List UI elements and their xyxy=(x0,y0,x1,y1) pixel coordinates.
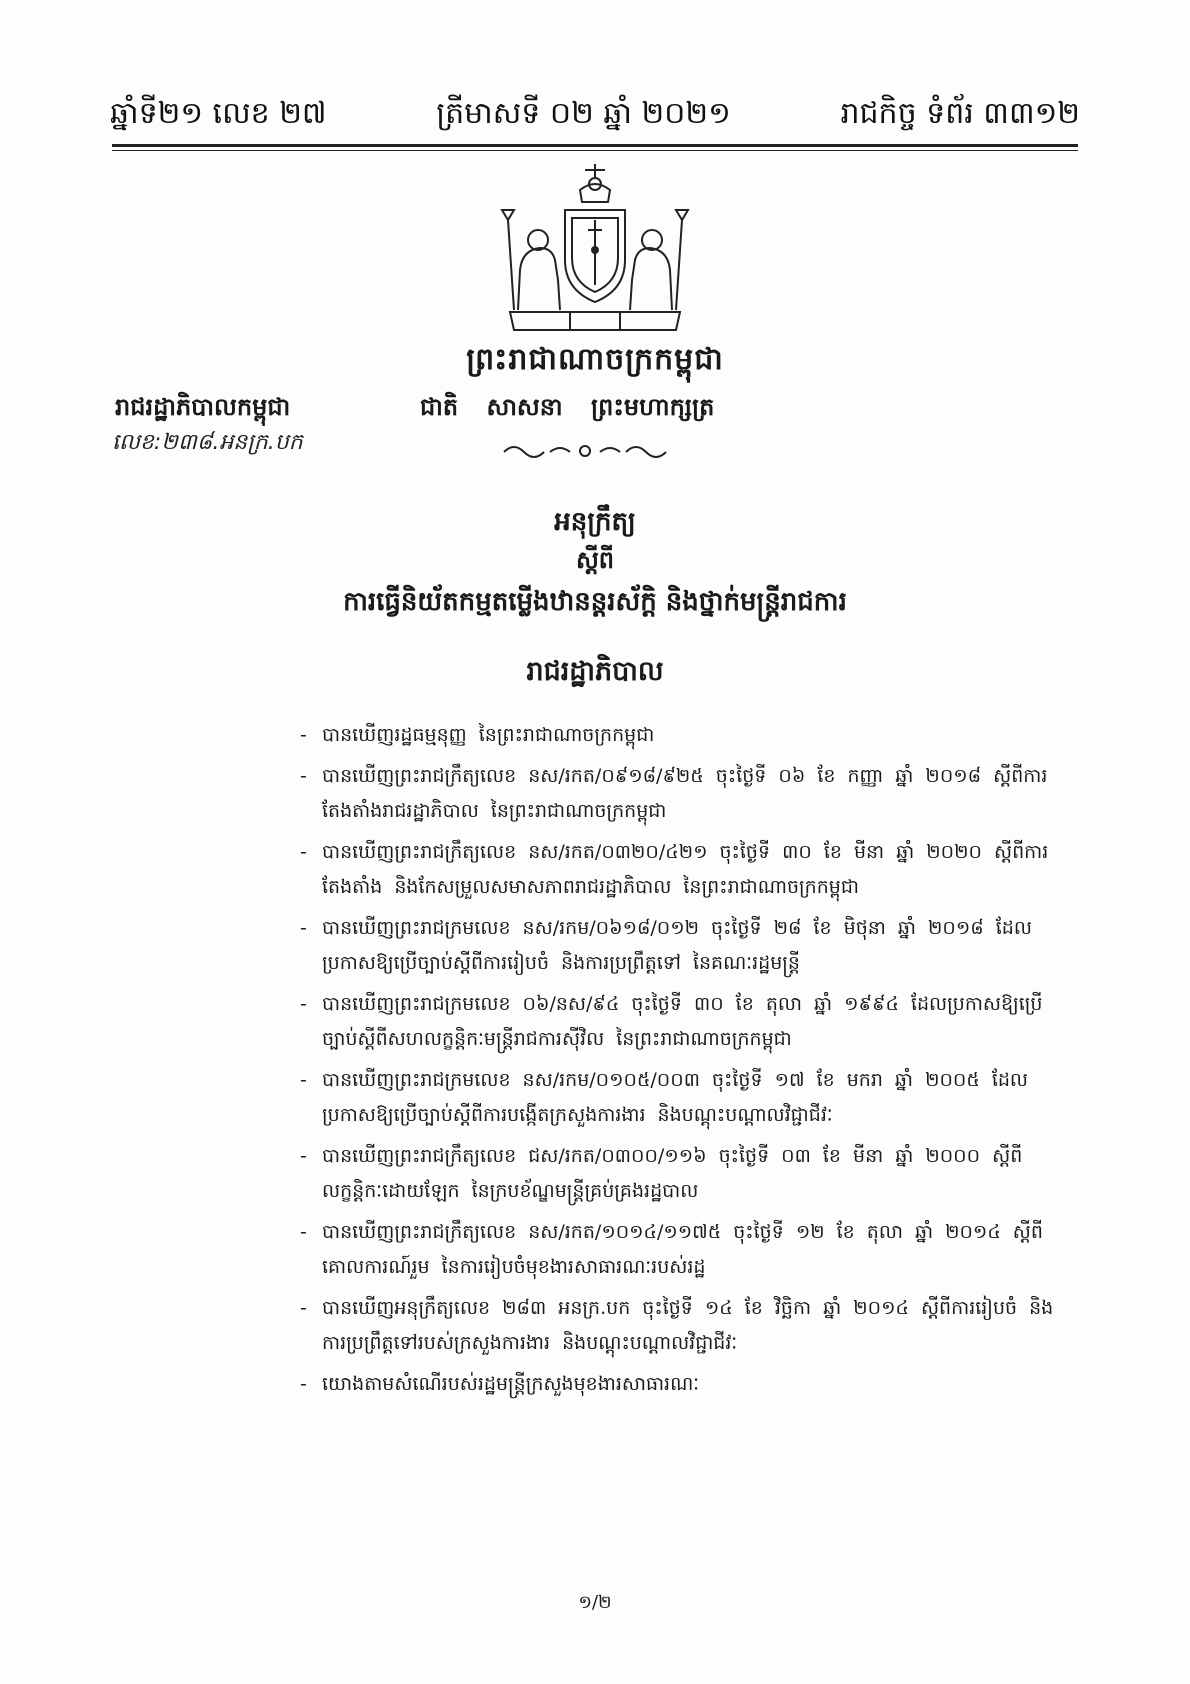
gazette-issue: ឆ្នាំទី២១ លេខ ២៧ xyxy=(110,96,327,131)
royal-coat-of-arms-icon xyxy=(500,160,690,335)
gazette-header xyxy=(110,86,1080,146)
document-type: អនុក្រឹត្យ xyxy=(554,507,636,537)
preamble-item: - បានឃើញព្រះរាជក្រឹត្យលេខ នស/រកត/១០១៤/១១៧៥ ចុះថ្ងៃទី ១២ ខែ តុលា ឆ្នាំ ២០១៤ ស្តីពីគោលការណ៍រួម នៃការរៀបចំមុខងារសាធារណៈរបស់រដ្ឋ xyxy=(300,1215,1060,1285)
motto-row xyxy=(110,392,1080,432)
preamble-item: - បានឃើញព្រះរាជក្រមលេខ នស/រកម/០១០៥/០០៣ ចុះថ្ងៃទី ១៧ ខែ មករា ឆ្នាំ ២០០៥ ដែលប្រកាសឱ្យប្រើច្បាប់ស្តីពីការបង្កើតក្រសួងការងារ និងបណ្តុះបណ្តាលវិជ្ជាជីវៈ xyxy=(300,1063,1060,1133)
preamble-item: - យោងតាមសំណើរបស់រដ្ឋមន្ត្រីក្រសួងមុខងារសាធារណៈ xyxy=(300,1367,1060,1402)
preamble-item: - បានឃើញអនុក្រឹត្យលេខ ២៨៣ អនក្រ.បក ចុះថ្ងៃទី ១៤ ខែ វិច្ឆិកា ឆ្នាំ ២០១៤ ស្តីពីការរៀបចំ និងការប្រព្រឹត្តទៅរបស់ក្រសួងការងារ និងបណ្តុះបណ្តាលវិជ្ជាជីវៈ xyxy=(300,1291,1060,1361)
national-motto: ជាតិ សាសនា ព្រះមហាក្សត្រ xyxy=(420,393,715,421)
preamble-item: - បានឃើញព្រះរាជក្រឹត្យលេខ ជស/រកត/០៣០០/១១៦ ចុះថ្ងៃទី ០៣ ខែ មីនា ឆ្នាំ ២០០០ ស្តីពីលក្ខន្តិកៈដោយឡែក នៃក្របខ័ណ្ឌមន្ត្រីគ្រប់គ្រងរដ្ឋបាល xyxy=(300,1139,1060,1209)
decorative-flourish-icon xyxy=(500,440,670,462)
issuing-authority: រាជរដ្ឋាភិបាល xyxy=(526,656,664,687)
kingdom-title: ព្រះរាជាណាចក្រកម្ពុជា xyxy=(466,342,724,377)
preamble-item: - បានឃើញព្រះរាជក្រឹត្យលេខ នស/រកត/០៩១៨/៩២៥ ចុះថ្ងៃទី ០៦ ខែ កញ្ញា ឆ្នាំ ២០១៨ ស្តីពីការតែងតាំងរាជរដ្ឋាភិបាល នៃព្រះរាជាណាចក្រកម្ពុជា xyxy=(300,759,1060,829)
document-subject: ការធ្វើនិយ័តកម្មតម្លើងឋានន្តរស័ក្តិ និងថ្នាក់មន្ត្រីរាជការ xyxy=(343,587,847,617)
preamble-item: - បានឃើញព្រះរាជក្រមលេខ នស/រកម/០៦១៨/០១២ ចុះថ្ងៃទី ២៨ ខែ មិថុនា ឆ្នាំ ២០១៨ ដែលប្រកាសឱ្យប្រើច្បាប់ស្តីពីការរៀបចំ និងការប្រព្រឹត្តទៅ នៃគណៈរដ្ឋមន្ត្រី xyxy=(300,911,1060,981)
header-divider xyxy=(112,144,1078,151)
preamble-list xyxy=(300,718,1060,1408)
preamble-item: - បានឃើញព្រះរាជក្រឹត្យលេខ នស/រកត/០៣២០/៤២១ ចុះថ្ងៃទី ៣០ ខែ មីនា ឆ្នាំ ២០២០ ស្តីពីការតែងតាំង និងកែសម្រួលសមាសភាពរាជរដ្ឋាភិបាល នៃព្រះរាជាណាចក្រកម្ពុជា xyxy=(300,835,1060,905)
gazette-page: រាជកិច្ច ទំព័រ ៣៣១២ xyxy=(840,96,1080,131)
ministry-name: រាជរដ្ឋាភិបាលកម្ពុជា xyxy=(115,393,291,421)
page-number: ១/២ xyxy=(578,1592,612,1613)
gazette-date: ត្រីមាសទី ០២ ឆ្នាំ ២០២១ xyxy=(436,96,731,131)
preamble-item: - បានឃើញព្រះរាជក្រមលេខ ០៦/នស/៩៤ ចុះថ្ងៃទី ៣០ ខែ តុលា ឆ្នាំ ១៩៩៤ ដែលប្រកាសឱ្យប្រើច្បាប់ស្តីពីសហលក្ខន្តិកៈមន្ត្រីរាជការស៊ីវិល នៃព្រះរាជាណាចក្រកម្ពុជា xyxy=(300,987,1060,1057)
preamble-item: - បានឃើញរដ្ឋធម្មនុញ្ញ នៃព្រះរាជាណាចក្រកម្ពុជា xyxy=(300,718,1060,753)
reference-number: លេខ:២៣៨.អនក្រ.បក xyxy=(112,430,303,455)
about-label: ស្តីពី xyxy=(575,546,615,574)
